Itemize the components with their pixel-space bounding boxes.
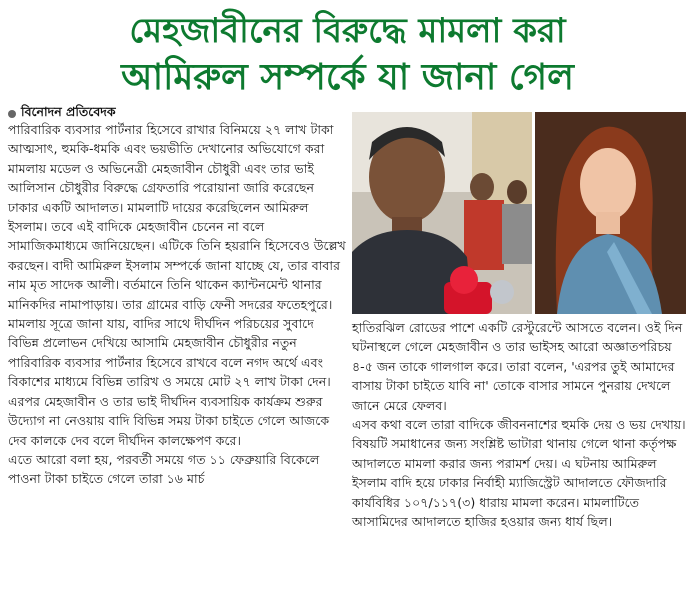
bullet-icon: [8, 110, 16, 118]
byline-text: বিনোদন প্রতিবেদক: [21, 104, 116, 119]
paragraph: এরপর মেহজাবীন ও তার ভাই দীর্ঘদিন ব্যবসায়িক কার্যক্রম শুরুর উদ্যোগ না নেওয়ায় বাদি বিভিন্ন সময় টাকা চাইতে গেলে আজকে দেব কালকে দেব বলে দীর্ঘদিন কালক্ষেপণ করে।: [8, 393, 330, 448]
photo-illustration: [352, 112, 686, 314]
paragraph: এসব কথা বলে তারা বাদিকে জীবননাশের হুমকি দেয় ও ভয় দেখায়। বিষয়টি সমাধানের জন্য সংশ্লিষ্ট ভাটারা থানায় গেলে থানা কর্তৃপক্ষ আদালতে মামলা করার জন্য পরামর্শ দেয়। এ ঘটনায় আমিরুল ইসলাম বাদি হয়ে ঢাকার নির্বাহী ম্যাজিস্ট্রেট আদালতে ফৌজদারি কার্যবিধির ১০৭/১১৭(৩) ধারায় মামলা করেন। মামলাটিতে আসামিদের আদালতে হাজির হওয়ার জন্য ধার্য ছিল।: [352, 417, 686, 530]
headline-line-2: আমিরুল সম্পর্কে যা জানা গেল: [121, 57, 574, 98]
news-photo: [352, 112, 686, 314]
paragraph: হাতিরঝিল রোডের পাশে একটি রেস্টুরেন্টে আসতে বলেন। ওই দিন ঘটনাস্থলে গেলে মেহজাবীন ও তার ভাইসহ আরো অজ্ঞাতপরিচয় ৪-৫ জন তাকে গালগাল করে। তারা বলেন, 'এরপর তুই আমাদের বাসায় টাকা চাইতে যাবি না' তোকে বাসার সামনে পুনরায় দেখলে জানে মেরে ফেলব।: [352, 320, 683, 413]
paragraph: মামলায় সূত্রে জানা যায়, বাদির সাথে দীর্ঘদিন পরিচয়ের সুবাদে বিভিন্ন প্রলোভন দেখিয়ে আসামি মেহজাবীন চৌধুরীর নতুন পারিবারিক ব্যবসার পার্টনার হিসেবে রাখবে বলে নগদ অর্থে এবং বিকাশের মাধ্যমে বিভিন্ন তারিখ ও সময়ে মোট ২৭ লাখ টাকা দেন।: [8, 316, 331, 390]
woman-face: [580, 148, 636, 220]
headline: [0, 8, 695, 102]
headline-line-1: মেহজাবীনের বিরুদ্ধে মামলা করা: [129, 11, 566, 51]
right-column: [352, 318, 688, 531]
left-column: [8, 120, 346, 489]
paragraph: এতে আরো বলা হয়, পরবর্তী সময়ে গত ১১ ফেব্রুয়ারি বিকেলে পাওনা টাকা চাইতে গেলে তারা ১৬ মার্চ: [8, 451, 320, 487]
paragraph: পারিবারিক ব্যবসার পার্টনার হিসেবে রাখার বিনিময়ে ২৭ লাখ টাকা আত্মসাৎ, হুমকি-ধমকি এবং ভয়ভীতি দেখানোর অভিযোগে করা মামলায় মডেল ও অভিনেত্রী মেহজাবীন চৌধুরী এবং তার ভাই আলিসান চৌধুরীর বিরুদ্ধে গ্রেফতারি পরোয়ানা জারি করেছেন ঢাকার একটি আদালত। মামলাটি দায়ের করেছিলেন আমিরুল ইসলাম। তবে এই বাদিকে মেহজাবীন চেনেন না বলে সামাজিকমাধ্যমে জানিয়েছেন। এটিকে তিনি হয়রানি হিসেবেও উল্লেখ করছেন। বাদী আমিরুল ইসলাম সম্পর্কে জানা যাচ্ছে যে, তার বাবার নাম মৃত সাদেক আলী। বর্তমানে তিনি থাকেন ক্যান্টনমেন্ট থানার মানিকদির নামাপাড়ায়। তার গ্রামের বাড়ি ফেনী সদরের ফতেহপুরে।: [8, 122, 346, 312]
